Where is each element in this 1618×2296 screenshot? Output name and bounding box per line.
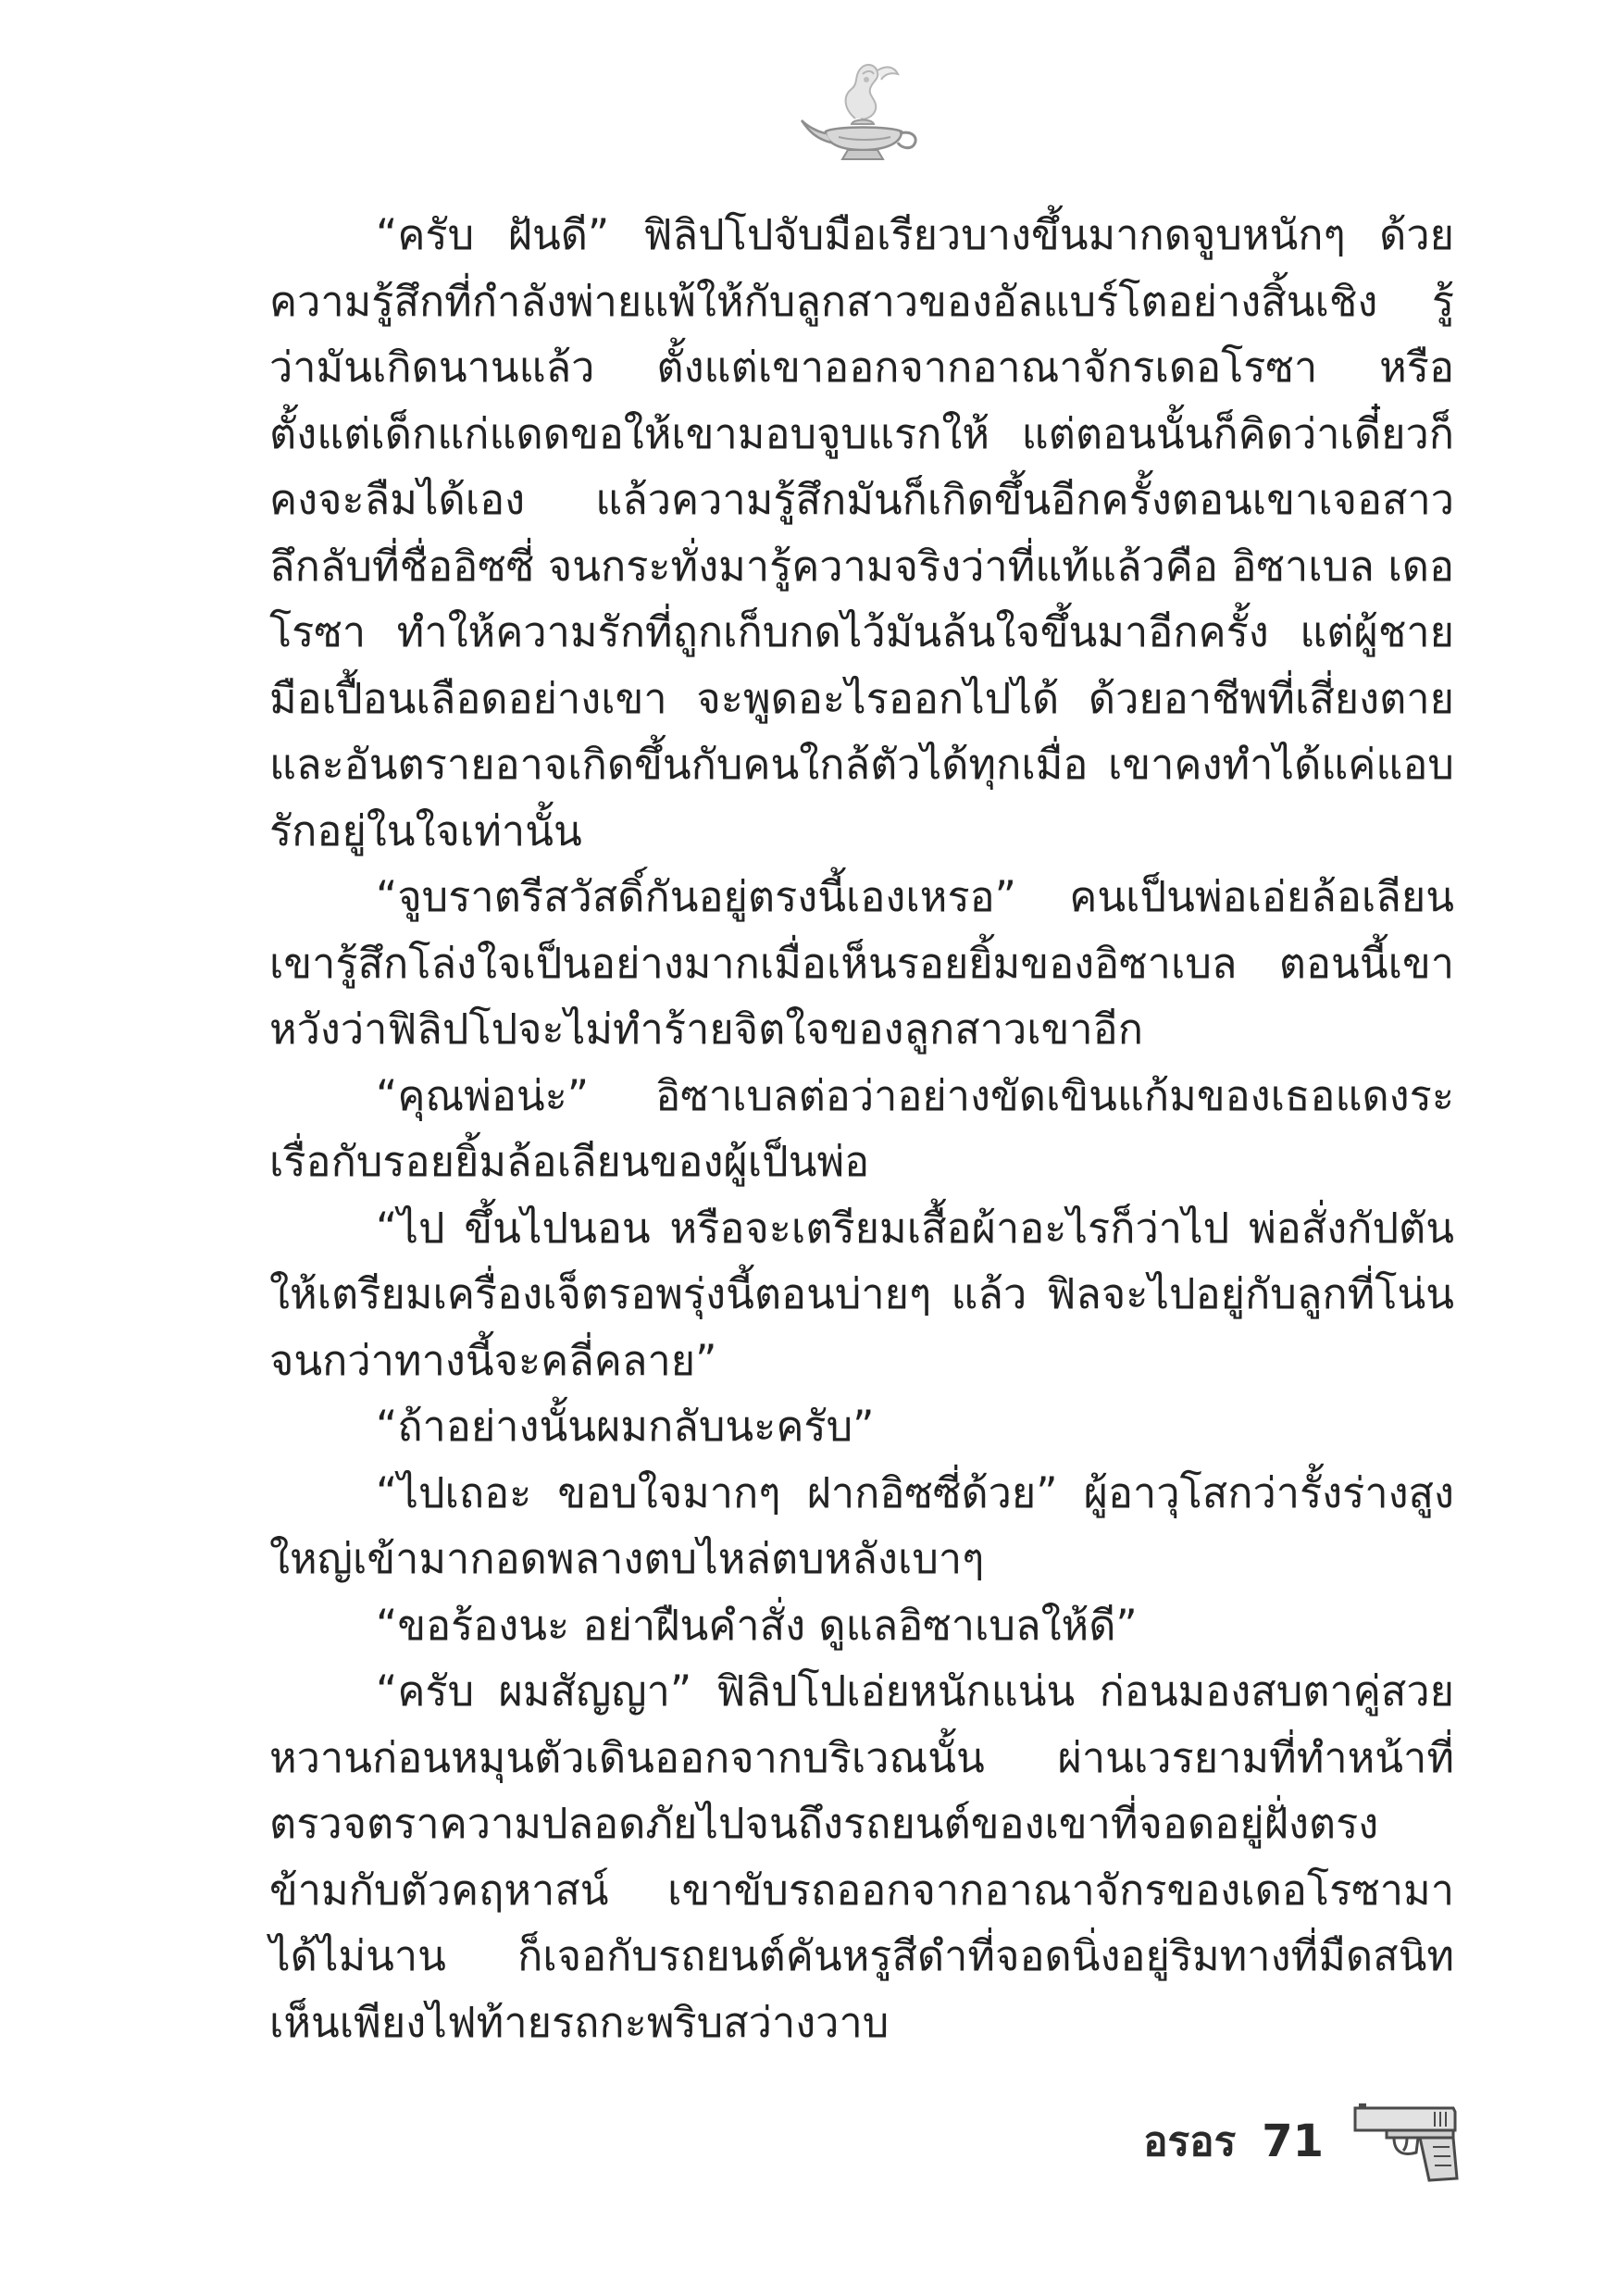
body-text (269, 202, 1454, 2081)
page-number: 71 (1262, 2115, 1324, 2167)
paragraph: “จูบราตรีสวัสดิ์กันอยู่ตรงนี้เองเหรอ” คนเป็นพ่อเอ่ยล้อเลียน เขารู้สึกโล่งใจเป็นอย่างมากเมื่อเห็นรอยยิ้มของอิซาเบล ตอนนี้เขาหวังว่าฟิลิปโปจะไม่ทำร้ายจิตใจของลูกสาวเขาอีก (269, 872, 1454, 1054)
paragraph: “ไปเถอะ ขอบใจมากๆ ฝากอิซซี่ด้วย” ผู้อาวุโสกว่ารั้งร่างสูงใหญ่เข้ามากอดพลางตบไหล่ตบหลังเบาๆ (269, 1467, 1454, 1583)
paragraph: “ครับ ผมสัญญา” ฟิลิปโปเอ่ยหนักแน่น ก่อนมองสบตาคู่สวยหวานก่อนหมุนตัวเดินออกจากบริเวณนั้น ผ่านเวรยามที่ทำหน้าที่ตรวจตราความปลอดภัยไปจนถึงรถยนต์ของเขาที่จอดอยู่ฝั่งตรงข้ามกับตัวคฤหาสน์ เขาขับรถออกจากอาณาจักรของเดอโรซามาได้ไม่นาน ก็เจอกับรถยนต์คันหรูสีดำที่จอดนิ่งอยู่ริมทางที่มืดสนิทเห็นเพียงไฟท้ายรถกะพริบสว่างวาบ (269, 1666, 1454, 2047)
paragraph: “คุณพ่อน่ะ” อิซาเบลต่อว่าอย่างขัดเขินแก้มของเธอแดงระเรื่อกับรอยยิ้มล้อเลียนของผู้เป็นพ่อ (269, 1070, 1454, 1186)
page-footer (1143, 2090, 1461, 2192)
genie-lamp-icon (798, 54, 927, 174)
paragraph: “ไป ขึ้นไปนอน หรือจะเตรียมเสื้อผ้าอะไรก็ว่าไป พ่อสั่งกัปตันให้เตรียมเครื่องเจ็ตรอพรุ่งนี้ตอนบ่ายๆ แล้ว ฟิลจะไปอยู่กับลูกที่โน่นจนกว่าทางนี้จะคลี่คลาย” (269, 1203, 1454, 1385)
pistol-icon (1350, 2095, 1461, 2188)
paragraph: “ครับ ฝันดี” ฟิลิปโปจับมือเรียวบางขึ้นมากดจูบหนักๆ ด้วยความรู้สึกที่กำลังพ่ายแพ้ให้กับลูกสาวของอัลแบร์โตอย่างสิ้นเชิง รู้ว่ามันเกิดนานแล้ว ตั้งแต่เขาออกจากอาณาจักรเดอโรซา หรือตั้งแต่เด็กแก่แดดขอให้เขามอบจูบแรกให้ แต่ตอนนั้นก็คิดว่าเดี๋ยวก็คงจะลืมได้เอง แล้วความรู้สึกมันก็เกิดขึ้นอีกครั้งตอนเขาเจอสาวลึกลับที่ชื่ออิซซี่ จนกระทั่งมารู้ความจริงว่าที่แท้แล้วคือ อิซาเบล เดอโรซา ทำให้ความรักที่ถูกเก็บกดไว้มันล้นใจขึ้นมาอีกครั้ง แต่ผู้ชายมือเปื้อนเลือดอย่างเขา จะพูดอะไรออกไปได้ ด้วยอาชีพที่เสี่ยงตายและอันตรายอาจเกิดขึ้นกับคนใกล้ตัวได้ทุกเมื่อ เขาคงทำได้แค่แอบรักอยู่ในใจเท่านั้น (269, 210, 1454, 855)
paragraph: “ถ้าอย่างนั้นผมกลับนะครับ” (376, 1402, 875, 1451)
paragraph: “ขอร้องนะ อย่าฝืนคำสั่ง ดูแลอิซาเบลให้ดี” (376, 1600, 1138, 1650)
running-title: อรอร (1143, 2118, 1237, 2165)
